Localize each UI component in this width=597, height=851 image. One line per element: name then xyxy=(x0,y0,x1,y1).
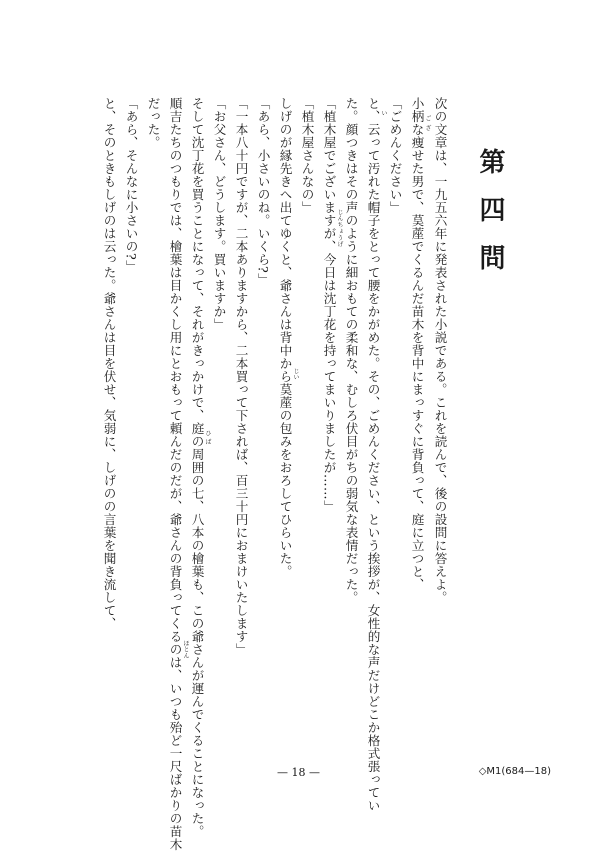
instruction-line: 次の文章は、一九五六年に発表された小説である。これを読んで、後の設問に答えよ。 xyxy=(432,97,448,604)
text-line-2: 「ごめんください」 xyxy=(387,97,403,214)
furigana-jinchoge: じんちょうげ xyxy=(336,209,343,248)
section-heading: 第四問 xyxy=(475,148,505,292)
text-line-5: 「植木屋でございますが、今日は沈丁花を持ってまいりましたが……」 xyxy=(321,97,337,513)
text-line-10: 「お父さん、どうします。買いますか」 xyxy=(211,97,227,331)
page-number: — 18 — xyxy=(277,766,320,779)
text-line-1: 小柄な痩せた男で、茣蓙でくるんだ苗木を背中にまっすぐに背負って、庭に立つと、 xyxy=(409,97,425,591)
furigana-hiba: ひ ば xyxy=(204,430,211,446)
furigana-jii: じい xyxy=(292,368,299,381)
text-line-9: 「一本八十円ですが、二本ありますから、二本買って下されば、百三十円におまけいたします」 xyxy=(233,97,249,656)
text-line-13: だった。 xyxy=(145,97,161,149)
text-line-14: 「あら、そんなに小さいの?」 xyxy=(123,97,139,274)
text-line-11: そして沈丁花を買うことになって、それがきっかけで、庭の周囲の七、八本の檜葉も、この爺さんが運んでくることになった。 xyxy=(189,97,205,838)
text-line-15: と、そのときもしげのは云った。爺さんは目を伏せ、気弱に、しげのの言葉を聞き流して、 xyxy=(101,97,117,630)
text-line-3: と、云って汚れた帽子をとって腰をかがめた。その、ごめんください、という挨拶が、女性的な声だけどこか格式張ってい xyxy=(365,97,381,812)
furigana-hoton: ほとん xyxy=(182,640,189,660)
text-line-8: 「あら、小さいのね。いくら?」 xyxy=(255,97,271,287)
text-line-4: た。顔つきはその声のように細おもての柔和な、むしろ伏目がちの弱気な表情だった。 xyxy=(343,97,359,604)
text-line-6: 「植木屋さんなの」 xyxy=(299,97,315,214)
text-line-12: 順吉たちのつもりでは、檜葉は目かくし用にとおもって頼んだのだが、爺さんの背負ってくるのは、いつも殆ど一尺ばかりの苗木 xyxy=(167,97,183,851)
furigana-i: い xyxy=(380,110,387,117)
document-code: ◇M1(684—18) xyxy=(478,766,551,777)
text-line-7: しげのが縁先きへ出てゆくと、爺さんは背中から茣蓙の包みをおろしてひらいた。 xyxy=(277,97,293,578)
furigana-goza: ご ざ xyxy=(424,115,431,132)
